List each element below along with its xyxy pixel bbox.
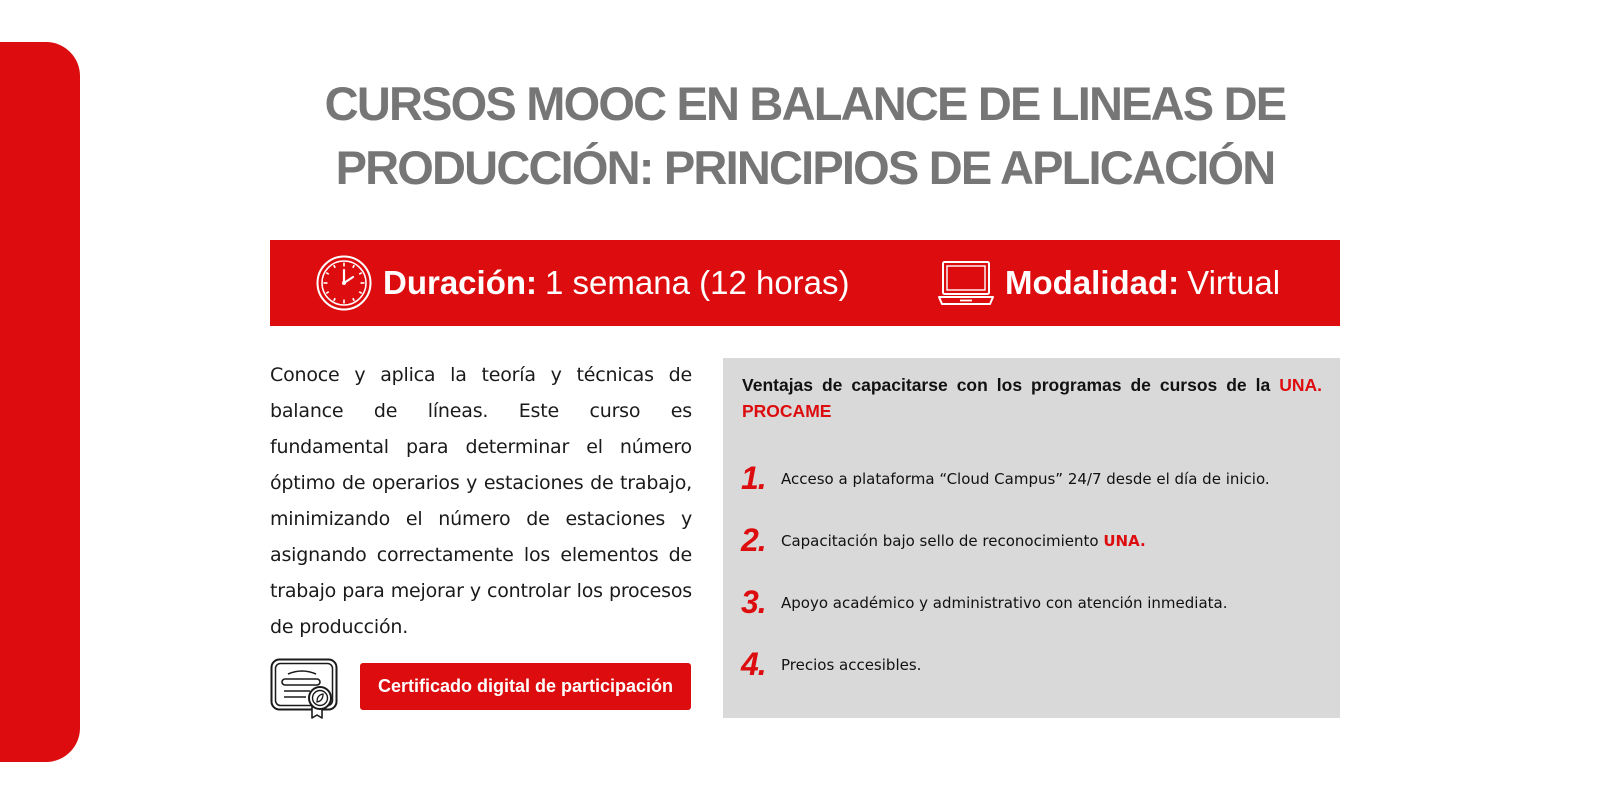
modality-label: Modalidad: (1005, 264, 1180, 301)
benefits-panel (723, 358, 1340, 718)
benefit-text (781, 470, 1270, 488)
benefit-text-main: Apoyo académico y administrativo con atención inmediata. (781, 593, 1228, 612)
benefit-item-4 (741, 646, 921, 683)
benefit-text (781, 656, 921, 674)
benefit-text-main: Acceso a plataforma “Cloud Campus” 24/7 desde el día de inicio. (781, 469, 1270, 488)
benefit-item-2 (741, 522, 1146, 559)
benefit-item-1 (741, 460, 1270, 497)
benefit-text (781, 594, 1227, 612)
duration-label: Duración: (383, 264, 538, 301)
benefit-text-highlight: UNA. (1103, 531, 1146, 550)
benefit-item-3 (741, 584, 1227, 621)
benefit-text-main: Capacitación bajo sello de reconocimiento (781, 531, 1104, 550)
page-title (270, 72, 1340, 200)
page-title-line-2: PRODUCCIÓN: PRINCIPIOS DE APLICACIÓN (335, 141, 1275, 194)
benefit-text (781, 532, 1146, 550)
benefit-number: 2. (741, 522, 766, 558)
course-description: Conoce y aplica la teoría y técnicas de balance de líneas. Este curso es fundamental para determinar el número óptimo de operarios y estaciones de trabajo, minimizando el número de estaciones y asignando correctamente los elementos de trabajo para mejorar y controlar los procesos de producción. (270, 364, 692, 638)
clock-icon (315, 254, 373, 312)
benefits-title-highlight: UNA. PROCAME (742, 375, 1322, 421)
duration-info (315, 240, 850, 326)
certificate-button[interactable]: Certificado digital de participación (360, 663, 691, 710)
decorative-side-bar (0, 42, 80, 762)
benefits-title (742, 372, 1322, 424)
benefit-number: 4. (741, 646, 766, 682)
page-title-line-1: CURSOS MOOC EN BALANCE DE LINEAS DE (324, 77, 1286, 130)
laptop-icon (937, 260, 995, 306)
benefit-text-main: Precios accesibles. (781, 655, 922, 674)
modality-value: Virtual (1187, 264, 1281, 301)
certificate-icon (270, 658, 340, 720)
benefits-title-text: Ventajas de capacitarse con los programas de cursos de la (742, 375, 1280, 395)
duration-value: 1 semana (12 horas) (545, 264, 850, 301)
modality-info (937, 240, 1280, 326)
benefit-number: 1. (741, 460, 766, 496)
benefit-number: 3. (741, 584, 766, 620)
course-info-banner (270, 240, 1340, 326)
